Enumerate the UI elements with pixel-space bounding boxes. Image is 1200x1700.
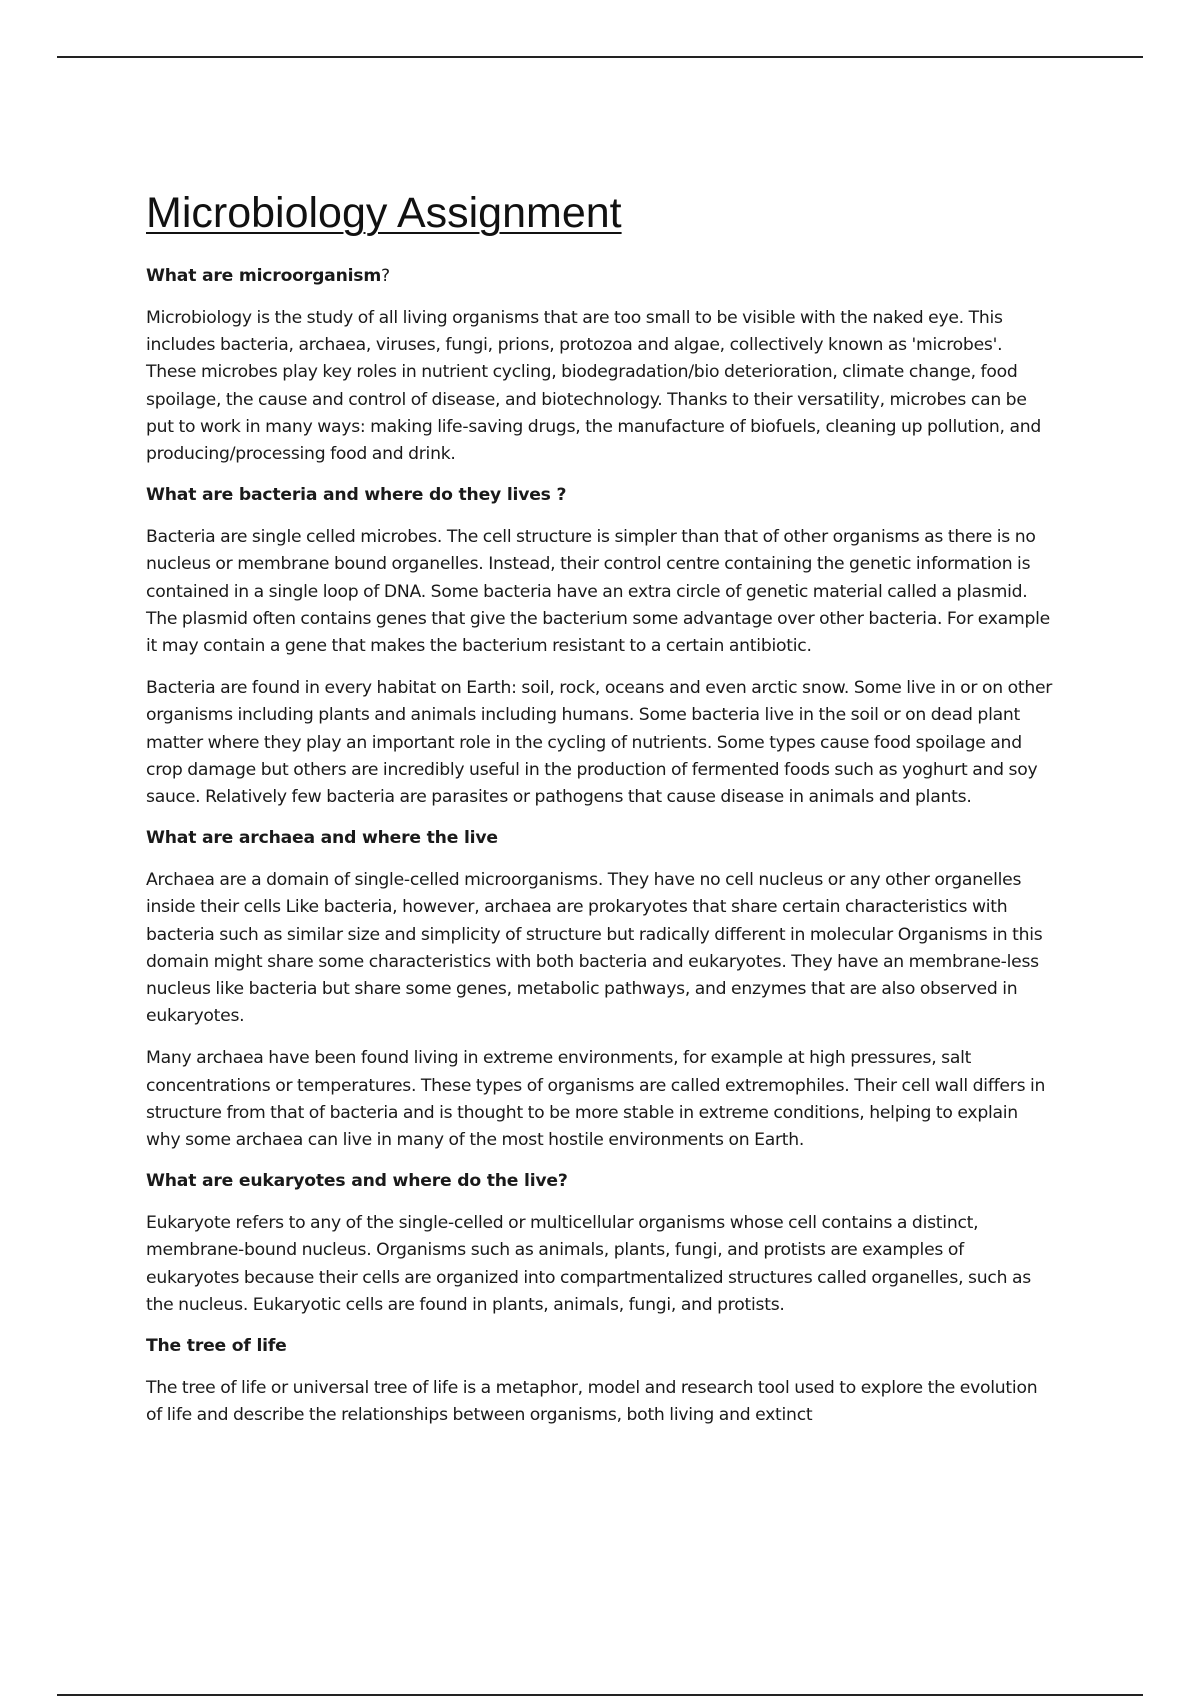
paragraph: The tree of life or universal tree of life is a metaphor, model and research tool used to explore the evolution of life and describe the relationships between organisms, both living and extinct	[146, 1378, 1038, 1426]
paragraph: Bacteria are found in every habitat on Earth: soil, rock, oceans and even arctic snow. Some live in or on other organisms including plants and animals including humans. Some bacteria live in the soil or on dead plant matter where they play an important role in the cycling of nutrients. Some types cause food spoilage and crop damage but others are incredibly useful in the production of fermented foods such as yoghurt and soy sauce. Relatively few bacteria are parasites or pathogens that cause disease in animals and plants.	[146, 678, 1053, 808]
section-microorganisms	[146, 264, 1056, 468]
section-archaea	[146, 826, 1056, 1154]
paragraph: Bacteria are single celled microbes. The cell structure is simpler than that of other organisms as there is no nucleus or membrane bound organelles. Instead, their control centre containing the genetic information is contained in a single loop of DNA. Some bacteria have an extra circle of genetic material called a plasmid. The plasmid often contains genes that give the bacterium some advantage over other bacteria. For example it may contain a gene that makes the bacterium resistant to a certain antibiotic.	[146, 527, 1050, 657]
paragraph: Many archaea have been found living in extreme environments, for example at high pressures, salt concentrations or temperatures. These types of organisms are called extremophiles. Their cell wall differs in structure from that of bacteria and is thought to be more stable in extreme conditions, helping to explain why some archaea can live in many of the most hostile environments on Earth.	[146, 1048, 1046, 1151]
paragraph: Microbiology is the study of all living organisms that are too small to be visible with the naked eye. This includes bacteria, archaea, viruses, fungi, prions, protozoa and algae, collectively known as 'microbes'. These microbes play key roles in nutrient cycling, biodegradation/bio deterioration, climate change, food spoilage, the cause and control of disease, and biotechnology. Thanks to their versatility, microbes can be put to work in many ways: making life-saving drugs, the manufacture of biofuels, cleaning up pollution, and producing/processing food and drink.	[146, 308, 1042, 465]
document-body	[146, 186, 1056, 1445]
section-eukaryotes	[146, 1169, 1056, 1319]
section-heading: What are archaea and where the live	[146, 828, 498, 849]
section-heading: What are eukaryotes and where do the live?	[146, 1171, 568, 1192]
header-rule	[57, 56, 1143, 58]
footer-rule	[57, 1694, 1143, 1696]
section-tree-of-life	[146, 1334, 1056, 1429]
document-title: Microbiology Assignment	[146, 189, 622, 237]
section-bacteria	[146, 483, 1056, 811]
section-heading	[146, 264, 1056, 288]
heading-text: What are microorganism	[146, 266, 382, 286]
section-heading: The tree of life	[146, 1336, 287, 1357]
section-heading: What are bacteria and where do they lives ?	[146, 485, 567, 506]
paragraph: Archaea are a domain of single-celled microorganisms. They have no cell nucleus or any other organelles inside their cells Like bacteria, however, archaea are prokaryotes that share certain characteristics with bacteria such as similar size and simplicity of structure but radically different in molecular Organisms in this domain might share some characteristics with both bacteria and eukaryotes. They have an membrane-less nucleus like bacteria but share some genes, metabolic pathways, and enzymes that are also observed in eukaryotes.	[146, 870, 1043, 1027]
heading-question-mark: ?	[381, 266, 390, 286]
paragraph: Eukaryote refers to any of the single-celled or multicellular organisms whose cell contains a distinct, membrane-bound nucleus. Organisms such as animals, plants, fungi, and protists are examples of eukaryotes because their cells are organized into compartmentalized structures called organelles, such as the nucleus. Eukaryotic cells are found in plants, animals, fungi, and protists.	[146, 1213, 1031, 1315]
